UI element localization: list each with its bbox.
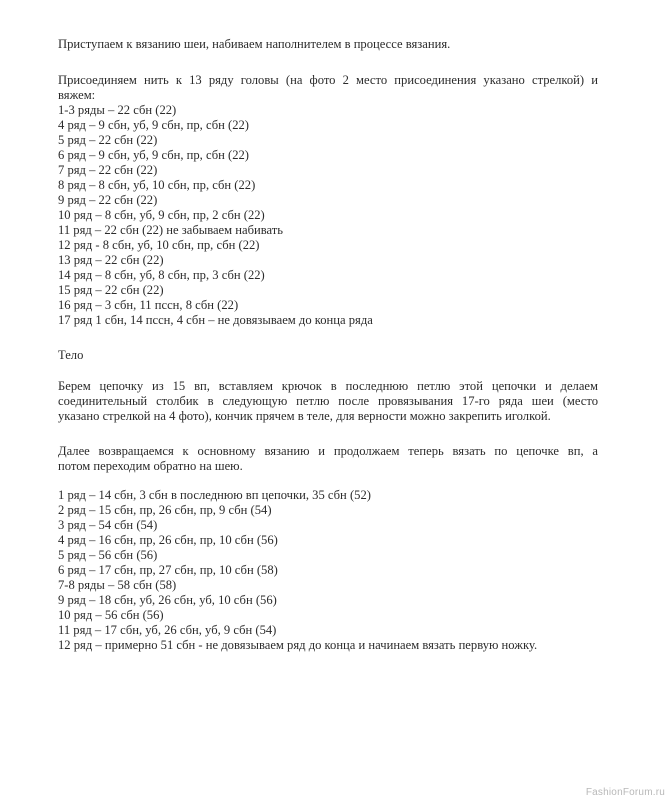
site-watermark: FashionForum.ru [585, 787, 665, 798]
body-row-3: 3 ряд – 54 сбн (54) [58, 518, 158, 532]
attach-paragraph-line-2: вяжем: [58, 88, 96, 102]
neck-row-10: 12 ряд - 8 сбн, уб, 10 сбн, пр, сбн (22) [58, 238, 260, 252]
attach-paragraph-line-1: Присоединяем нить к 13 ряду головы (на фото 2 место присоединения указано стрелкой) и [58, 73, 598, 87]
neck-row-3: 5 ряд – 22 сбн (22) [58, 133, 158, 147]
body-row-9: 10 ряд – 56 сбн (56) [58, 608, 164, 622]
neck-row-9: 11 ряд – 22 сбн (22) не забываем набивать [58, 223, 284, 237]
neck-row-2: 4 ряд – 9 сбн, уб, 9 сбн, пр, сбн (22) [58, 118, 249, 132]
body-paragraph-2-line-1: Далее возвращаемся к основному вязанию и продолжаем теперь вязать по цепочке вп, а [58, 444, 598, 458]
body-row-8: 9 ряд – 18 сбн, уб, 26 сбн, уб, 10 сбн (56) [58, 593, 277, 607]
body-paragraph-1-line-1: Берем цепочку из 15 вп, вставляем крючок в последнюю петлю этой цепочки и делаем [58, 379, 598, 393]
body-row-10: 11 ряд – 17 сбн, уб, 26 сбн, уб, 9 сбн (54) [58, 623, 277, 637]
body-paragraph-2-line-2: потом переходим обратно на шею. [58, 459, 243, 473]
neck-row-5: 7 ряд – 22 сбн (22) [58, 163, 158, 177]
body-row-6: 6 ряд – 17 сбн, пр, 27 сбн, пр, 10 сбн (58) [58, 563, 278, 577]
neck-row-1: 1-3 ряды – 22 сбн (22) [58, 103, 177, 117]
body-paragraph-1-line-2: соединительный столбик в следующую петлю после провязывания 17-го ряда шеи (место [58, 394, 598, 408]
body-row-1: 1 ряд – 14 сбн, 3 сбн в последнюю вп цепочки, 35 сбн (52) [58, 488, 371, 502]
neck-row-8: 10 ряд – 8 сбн, уб, 9 сбн, пр, 2 сбн (22) [58, 208, 265, 222]
neck-row-15: 17 ряд 1 сбн, 14 пссн, 4 сбн – не довязываем до конца ряда [58, 313, 373, 327]
intro-paragraph: Приступаем к вязанию шеи, набиваем наполнителем в процессе вязания. [58, 37, 451, 51]
body-row-4: 4 ряд – 16 сбн, пр, 26 сбн, пр, 10 сбн (56) [58, 533, 278, 547]
neck-row-6: 8 ряд – 8 сбн, уб, 10 сбн, пр, сбн (22) [58, 178, 256, 192]
body-row-11: 12 ряд – примерно 51 сбн - не довязываем ряд до конца и начинаем вязать первую ножку. [58, 638, 538, 652]
neck-row-14: 16 ряд – 3 сбн, 11 пссн, 8 сбн (22) [58, 298, 239, 312]
neck-row-7: 9 ряд – 22 сбн (22) [58, 193, 158, 207]
body-row-7: 7-8 ряды – 58 сбн (58) [58, 578, 177, 592]
neck-row-4: 6 ряд – 9 сбн, уб, 9 сбн, пр, сбн (22) [58, 148, 249, 162]
neck-row-13: 15 ряд – 22 сбн (22) [58, 283, 164, 297]
body-row-2: 2 ряд – 15 сбн, пр, 26 сбн, пр, 9 сбн (54) [58, 503, 272, 517]
neck-row-12: 14 ряд – 8 сбн, уб, 8 сбн, пр, 3 сбн (22) [58, 268, 265, 282]
neck-row-11: 13 ряд – 22 сбн (22) [58, 253, 164, 267]
section-heading-body: Тело [58, 348, 84, 362]
body-row-5: 5 ряд – 56 сбн (56) [58, 548, 158, 562]
body-paragraph-1-line-3: указано стрелкой на 4 фото), кончик прячем в теле, для верности можно закрепить иголкой. [58, 409, 551, 423]
